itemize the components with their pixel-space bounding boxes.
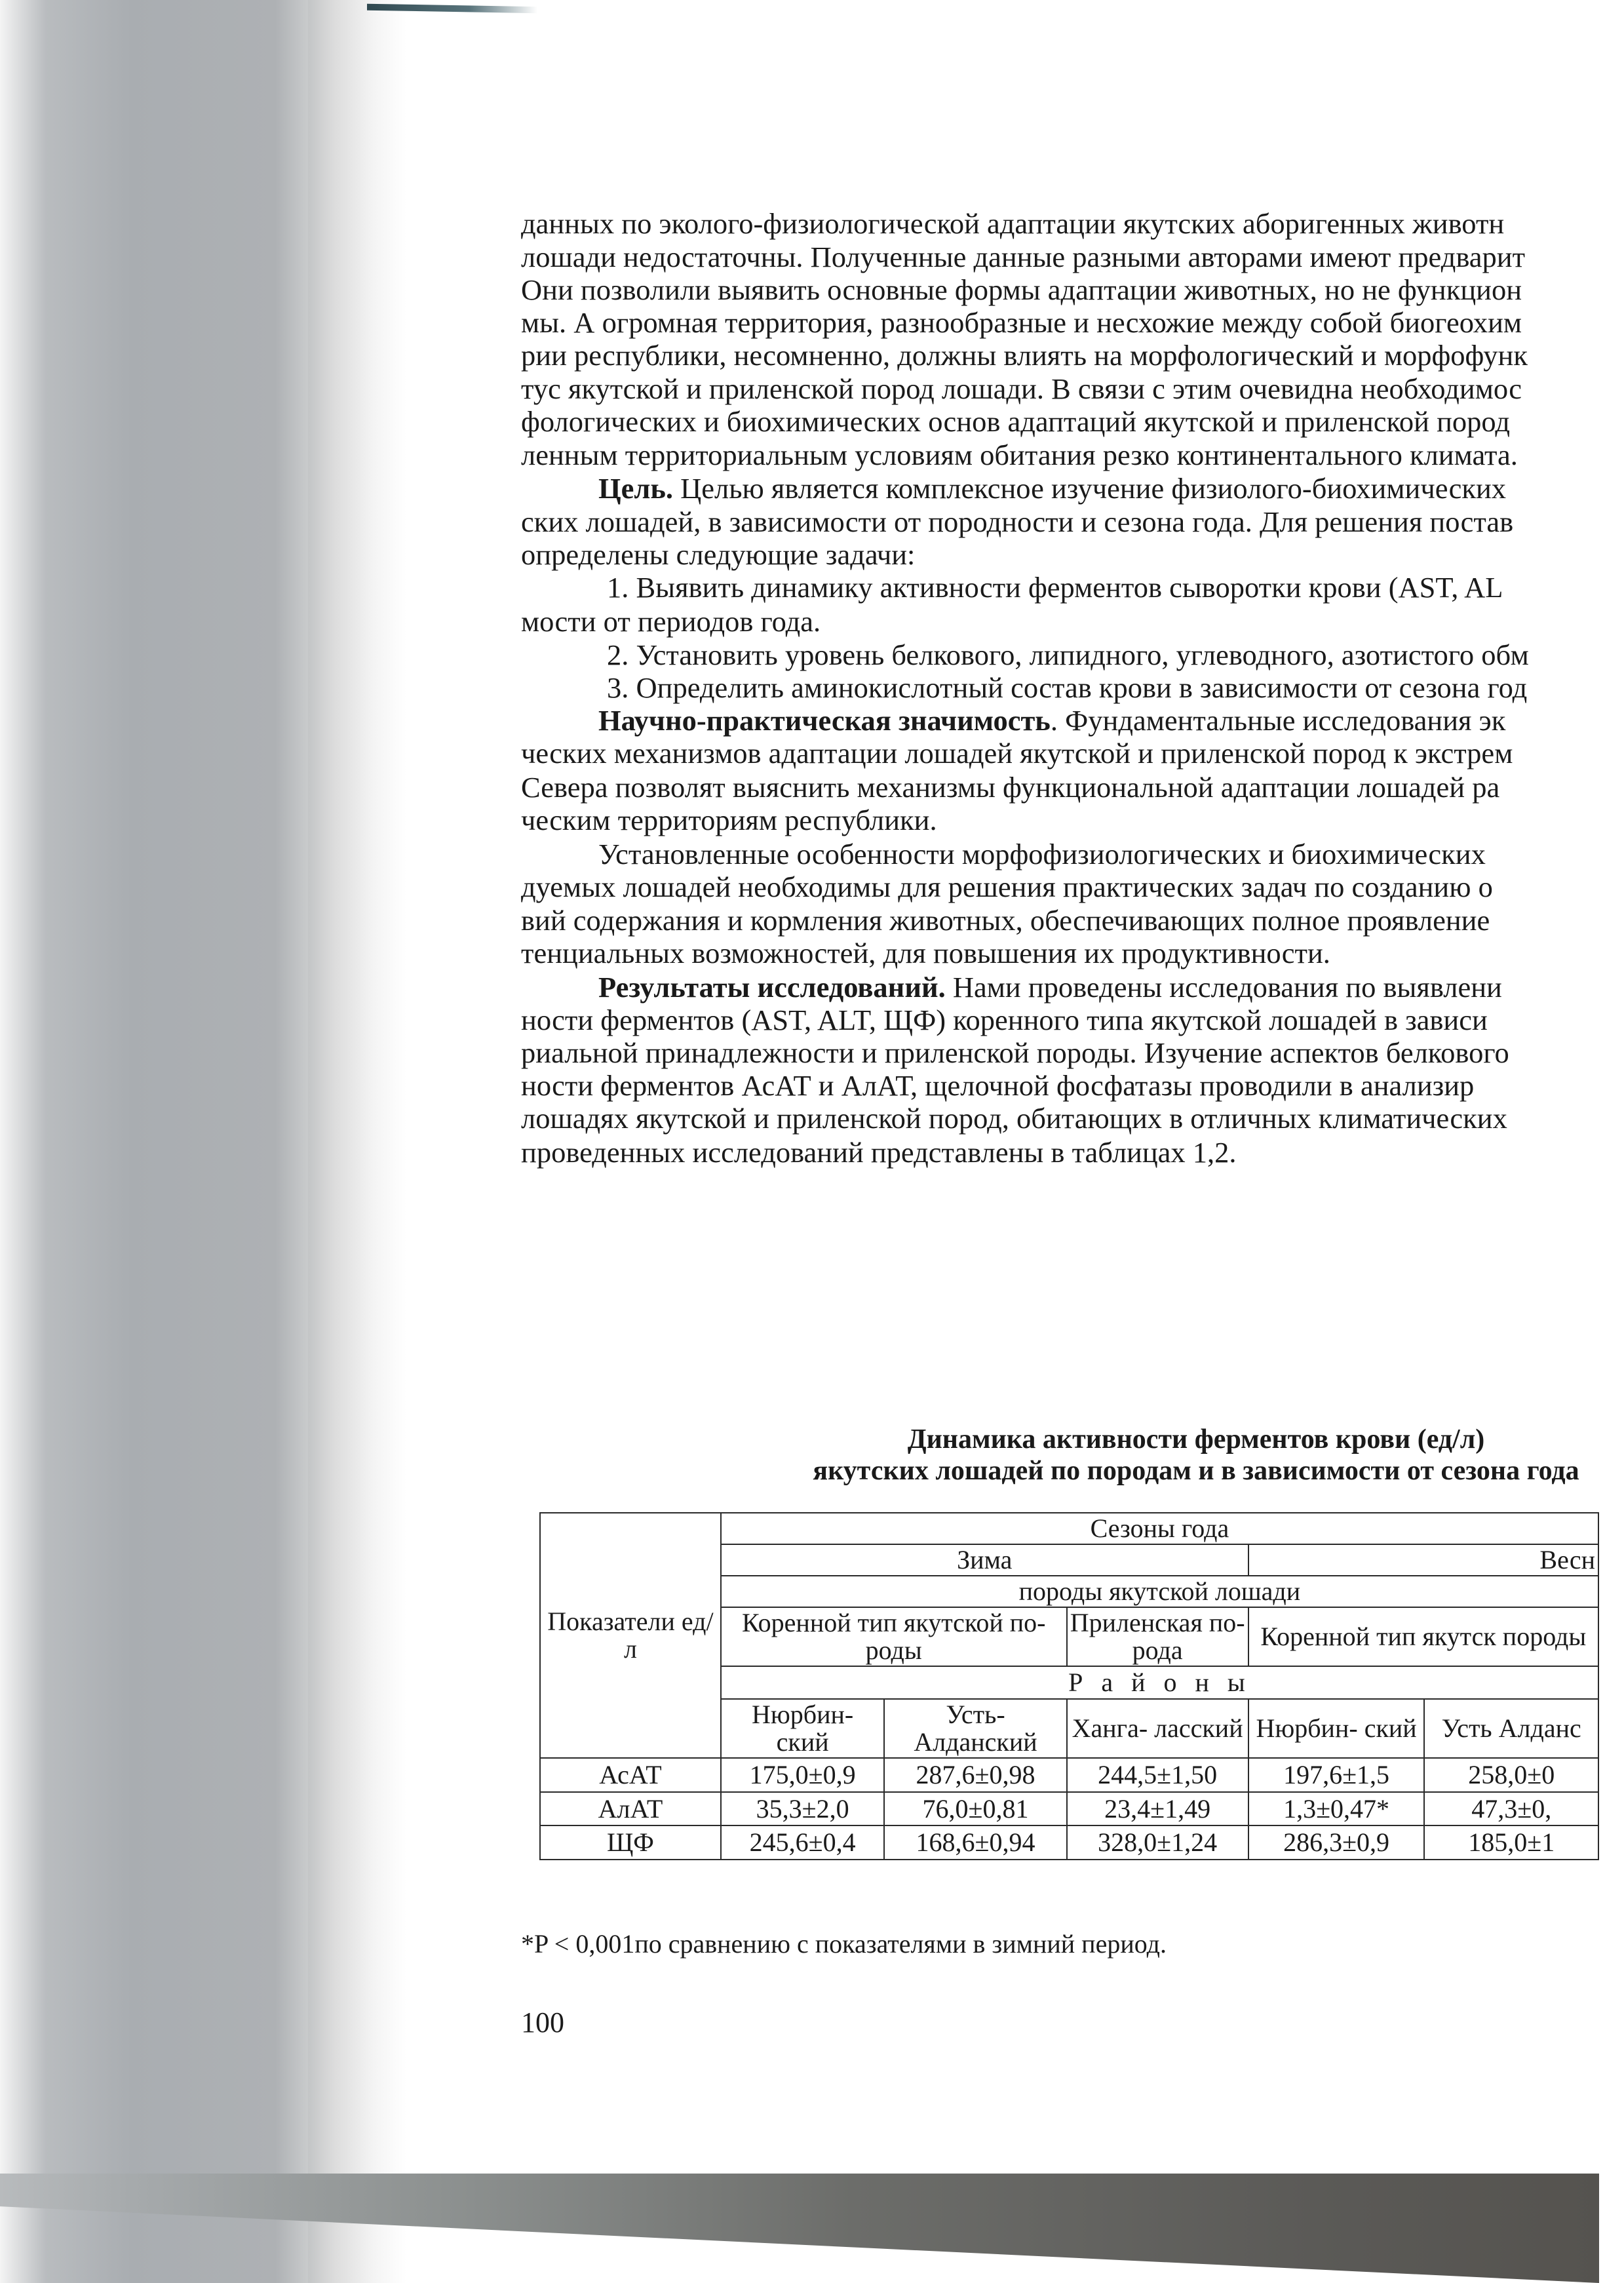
table-footnote: *P < 0,001по сравнению с показателями в зимний период. [521,1929,1167,1959]
page-number: 100 [521,2006,564,2039]
table-row [540,1825,1598,1860]
table-cell: 258,0±0 [1424,1758,1598,1792]
district-header: Усть- Алданский [884,1699,1066,1758]
table-cell: 244,5±1,50 [1067,1758,1248,1792]
body-line: ности ферментов АсАТ и АлАТ, щелочной фосфатазы проводили в анализир [521,1069,1475,1102]
table-row [540,1792,1598,1825]
body-line: лошадях якутской и приленской пород, обитающих в отличных климатических [521,1102,1507,1135]
results-heading: Результаты исследований. [598,971,946,1004]
body-line: тенциальных возможностей, для повышения их продуктивности. [521,937,1330,969]
body-line: риальной принадлежности и приленской породы. Изучение аспектов белкового [521,1036,1509,1069]
body-line: Севера позволят выяснить механизмы функциональной адаптации лошадей ра [521,771,1500,804]
row-label: АсАТ [540,1758,721,1792]
season-spring: Весн [1248,1544,1598,1576]
body-line: проведенных исследований представлены в таблицах 1,2. [521,1136,1237,1169]
results-text: Нами проведены исследования по выявлени [945,971,1502,1004]
breed-native-spring: Коренной тип якутск породы [1248,1607,1598,1666]
task-item-1: 1. Выявить динамику активности ферментов сыворотки крови (AST, AL [607,571,1503,604]
district-header: Усть Алданс [1424,1699,1598,1758]
table-caption-line-2: якутских лошадей по породам и в зависимости от сезона года [813,1456,1579,1486]
table-cell: 47,3±0, [1424,1792,1598,1825]
table-cell: 76,0±0,81 [884,1792,1066,1825]
body-line: мы. А огромная территория, разнообразные и несхожие между собой биогеохим [521,306,1522,339]
task-item-2: 2. Установить уровень белкового, липидного, углеводного, азотистого обм [607,638,1529,671]
breeds-header: породы якутской лошади [721,1576,1598,1607]
body-line: тус якутской и приленской пород лошади. В связи с этим очевидна необходимос [521,372,1522,405]
significance-paragraph [598,704,1505,737]
body-line: определены следующие задачи: [521,538,916,571]
body-line: фологических и биохимических основ адаптаций якутской и приленской пород [521,405,1511,438]
row-label: ЩФ [540,1825,721,1860]
table-cell: 287,6±0,98 [884,1758,1066,1792]
body-line: ческим территориям республики. [521,804,937,836]
results-paragraph [598,971,1502,1004]
table-cell: 328,0±1,24 [1067,1825,1248,1860]
district-header: Нюрбин- ский [1248,1699,1425,1758]
table-cell: 35,3±2,0 [721,1792,885,1825]
body-line: Установленные особенности морфофизиологических и биохимических [598,838,1486,870]
table-cell: 185,0±1 [1424,1825,1598,1860]
table-cell: 175,0±0,9 [721,1758,885,1792]
season-winter: Зима [721,1544,1248,1576]
body-line: Они позволили выявить основные формы адаптации животных, но не функцион [521,273,1522,306]
table-cell: 245,6±0,4 [721,1825,885,1860]
document-page [406,0,1599,2174]
row-label: АлАТ [540,1792,721,1825]
table-cell: 23,4±1,49 [1067,1792,1248,1825]
districts-header: Р а й о н ы [721,1666,1598,1699]
goal-heading: Цель. [598,472,673,505]
table-caption-line-1: Динамика активности ферментов крови (ед/л) [907,1424,1485,1454]
district-header: Ханга- ласский [1067,1699,1248,1758]
body-line: лошади недостаточны. Полученные данные разными авторами имеют предварит [521,241,1526,273]
task-item-3: 3. Определить аминокислотный состав крови в зависимости от сезона год [607,671,1528,704]
table-row [540,1758,1598,1792]
body-line: дуемых лошадей необходимы для решения практических задач по созданию о [521,870,1493,903]
table-cell: 286,3±0,9 [1248,1825,1425,1860]
breed-prilensk: Приленская по- рода [1067,1607,1248,1666]
enzyme-activity-table [539,1512,1599,1860]
body-line: мости от периодов года. [521,605,821,638]
body-line: ленным территориальным условиям обитания резко континентального климата. [521,439,1518,471]
goal-paragraph [598,472,1506,505]
significance-heading: Научно-практическая значимость [598,704,1051,737]
page-edge-shadow [308,0,406,2283]
district-header: Нюрбин- ский [721,1699,885,1758]
table-cell: 168,6±0,94 [884,1825,1066,1860]
body-line: ских лошадей, в зависимости от породности и сезона года. Для решения постав [521,505,1514,538]
page-right-margin [1599,0,1624,2283]
seasons-header: Сезоны года [721,1513,1598,1544]
body-line: рии республики, несомненно, должны влиять на морфологический и морфофунк [521,339,1528,372]
body-line: ческих механизмов адаптации лошадей якутской и приленской пород к экстрем [521,737,1513,770]
body-line: ности ферментов (AST, ALT, ЩФ) коренного типа якутской лошадей в зависи [521,1004,1488,1036]
body-line: вий содержания и кормления животных, обеспечивающих полное проявление [521,904,1490,937]
table-cell: 1,3±0,47* [1248,1792,1425,1825]
body-line: данных по эколого-физиологической адаптации якутских аборигенных животн [521,207,1505,240]
goal-text: Целью является комплексное изучение физиолого-биохимических [673,472,1507,505]
table-cell: 197,6±1,5 [1248,1758,1425,1792]
indicator-header: Показатели ед/л [540,1513,721,1758]
significance-text: . Фундаментальные исследования эк [1050,704,1506,737]
breed-native-winter: Коренной тип якутской по- роды [721,1607,1067,1666]
